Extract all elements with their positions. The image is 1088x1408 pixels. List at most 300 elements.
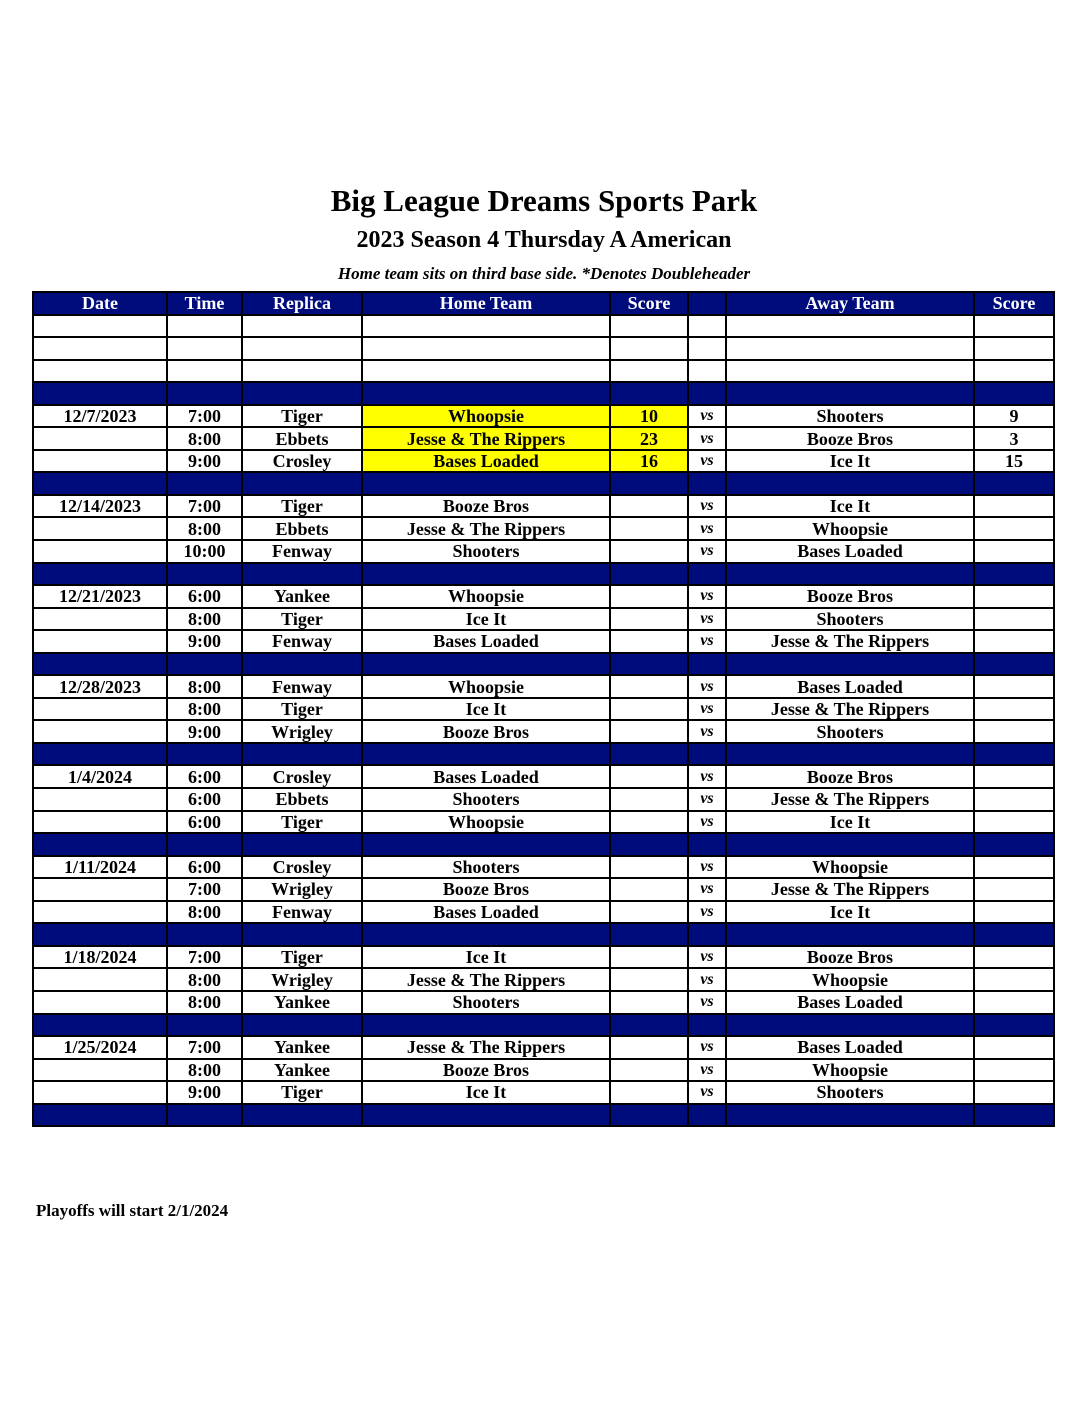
separator-cell — [974, 923, 1054, 946]
separator-cell — [610, 472, 688, 495]
time-cell: 9:00 — [167, 450, 242, 473]
table-row — [33, 1059, 1054, 1082]
home-score-cell — [610, 517, 688, 540]
separator-cell — [610, 1104, 688, 1127]
empty-row — [33, 360, 1054, 383]
away-score-cell — [974, 901, 1054, 924]
time-cell: 10:00 — [167, 540, 242, 563]
away-team-cell: Whoopsie — [726, 517, 974, 540]
replica-cell: Tiger — [242, 495, 362, 518]
separator-cell — [726, 833, 974, 856]
empty-cell — [362, 360, 610, 383]
empty-cell — [242, 315, 362, 338]
separator-cell — [167, 1104, 242, 1127]
empty-cell — [610, 337, 688, 360]
table-row — [33, 405, 1054, 428]
empty-cell — [688, 360, 726, 383]
home-team-cell: Shooters — [362, 991, 610, 1014]
away-score-cell: 9 — [974, 405, 1054, 428]
table-row — [33, 698, 1054, 721]
away-team-cell: Jesse & The Rippers — [726, 788, 974, 811]
date-cell — [33, 901, 167, 924]
table-row — [33, 427, 1054, 450]
empty-row — [33, 315, 1054, 338]
time-cell: 7:00 — [167, 946, 242, 969]
separator-cell — [974, 563, 1054, 586]
date-cell — [33, 540, 167, 563]
home-score-cell — [610, 495, 688, 518]
date-cell: 1/25/2024 — [33, 1036, 167, 1059]
separator-cell — [362, 382, 610, 405]
away-score-cell — [974, 1059, 1054, 1082]
date-cell — [33, 698, 167, 721]
separator-row — [33, 1104, 1054, 1127]
home-score-cell — [610, 720, 688, 743]
separator-cell — [242, 382, 362, 405]
separator-cell — [688, 923, 726, 946]
table-row — [33, 720, 1054, 743]
separator-cell — [688, 563, 726, 586]
replica-cell: Yankee — [242, 1036, 362, 1059]
separator-cell — [167, 1014, 242, 1037]
replica-cell: Ebbets — [242, 517, 362, 540]
replica-cell: Tiger — [242, 1081, 362, 1104]
replica-cell: Yankee — [242, 991, 362, 1014]
away-score-cell: 3 — [974, 427, 1054, 450]
home-score-cell — [610, 585, 688, 608]
time-cell: 8:00 — [167, 427, 242, 450]
date-cell — [33, 1081, 167, 1104]
table-row — [33, 856, 1054, 879]
column-header-date: Date — [33, 292, 167, 315]
separator-cell — [242, 1104, 362, 1127]
replica-cell: Crosley — [242, 450, 362, 473]
table-row — [33, 878, 1054, 901]
column-header-home-score: Score — [610, 292, 688, 315]
home-score-cell: 10 — [610, 405, 688, 428]
vs-cell: vs — [688, 630, 726, 653]
empty-cell — [33, 337, 167, 360]
separator-cell — [974, 1014, 1054, 1037]
away-team-cell: Booze Bros — [726, 946, 974, 969]
table-row — [33, 968, 1054, 991]
away-team-cell: Ice It — [726, 495, 974, 518]
time-cell: 9:00 — [167, 720, 242, 743]
home-score-cell — [610, 811, 688, 834]
home-team-cell: Whoopsie — [362, 811, 610, 834]
time-cell: 7:00 — [167, 1036, 242, 1059]
date-cell — [33, 720, 167, 743]
time-cell: 6:00 — [167, 585, 242, 608]
separator-cell — [688, 833, 726, 856]
home-team-cell: Bases Loaded — [362, 765, 610, 788]
separator-cell — [362, 563, 610, 586]
vs-cell: vs — [688, 585, 726, 608]
away-team-cell: Whoopsie — [726, 968, 974, 991]
away-score-cell — [974, 856, 1054, 879]
separator-cell — [974, 472, 1054, 495]
empty-cell — [167, 360, 242, 383]
replica-cell: Fenway — [242, 675, 362, 698]
date-cell — [33, 1059, 167, 1082]
time-cell: 6:00 — [167, 788, 242, 811]
away-score-cell — [974, 698, 1054, 721]
separator-cell — [610, 833, 688, 856]
separator-cell — [242, 1014, 362, 1037]
separator-cell — [726, 923, 974, 946]
table-row — [33, 946, 1054, 969]
table-row — [33, 585, 1054, 608]
table-row — [33, 901, 1054, 924]
separator-cell — [610, 923, 688, 946]
replica-cell: Crosley — [242, 856, 362, 879]
separator-cell — [167, 563, 242, 586]
separator-cell — [33, 653, 167, 676]
separator-cell — [362, 653, 610, 676]
time-cell: 8:00 — [167, 608, 242, 631]
away-score-cell — [974, 968, 1054, 991]
separator-cell — [726, 653, 974, 676]
home-team-cell: Shooters — [362, 540, 610, 563]
home-team-cell: Ice It — [362, 608, 610, 631]
away-team-cell: Bases Loaded — [726, 1036, 974, 1059]
separator-row — [33, 472, 1054, 495]
column-header-home-team: Home Team — [362, 292, 610, 315]
separator-cell — [33, 1014, 167, 1037]
table-row — [33, 765, 1054, 788]
replica-cell: Yankee — [242, 585, 362, 608]
date-cell — [33, 968, 167, 991]
away-score-cell — [974, 585, 1054, 608]
empty-cell — [167, 315, 242, 338]
away-score-cell — [974, 608, 1054, 631]
separator-cell — [726, 1104, 974, 1127]
table-header-row — [33, 292, 1054, 315]
separator-cell — [974, 833, 1054, 856]
away-score-cell — [974, 675, 1054, 698]
vs-cell: vs — [688, 1036, 726, 1059]
home-score-cell — [610, 765, 688, 788]
vs-cell: vs — [688, 720, 726, 743]
home-team-cell: Booze Bros — [362, 1059, 610, 1082]
home-team-cell: Whoopsie — [362, 585, 610, 608]
separator-cell — [688, 382, 726, 405]
away-score-cell — [974, 946, 1054, 969]
home-team-cell: Booze Bros — [362, 720, 610, 743]
away-team-cell: Shooters — [726, 405, 974, 428]
home-score-cell — [610, 1059, 688, 1082]
time-cell: 8:00 — [167, 991, 242, 1014]
separator-cell — [33, 382, 167, 405]
away-team-cell: Jesse & The Rippers — [726, 878, 974, 901]
vs-cell: vs — [688, 991, 726, 1014]
vs-cell: vs — [688, 698, 726, 721]
time-cell: 6:00 — [167, 856, 242, 879]
date-cell: 1/11/2024 — [33, 856, 167, 879]
separator-cell — [167, 653, 242, 676]
empty-cell — [726, 337, 974, 360]
empty-cell — [362, 337, 610, 360]
date-cell: 1/18/2024 — [33, 946, 167, 969]
separator-row — [33, 833, 1054, 856]
table-row — [33, 450, 1054, 473]
date-cell: 12/14/2023 — [33, 495, 167, 518]
home-score-cell — [610, 856, 688, 879]
home-team-cell: Ice It — [362, 1081, 610, 1104]
away-team-cell: Whoopsie — [726, 1059, 974, 1082]
home-score-cell — [610, 1081, 688, 1104]
away-score-cell — [974, 495, 1054, 518]
time-cell: 8:00 — [167, 1059, 242, 1082]
vs-cell: vs — [688, 608, 726, 631]
separator-cell — [167, 743, 242, 766]
time-cell: 6:00 — [167, 811, 242, 834]
separator-cell — [167, 472, 242, 495]
separator-cell — [242, 563, 362, 586]
separator-cell — [974, 382, 1054, 405]
replica-cell: Fenway — [242, 540, 362, 563]
empty-cell — [688, 315, 726, 338]
separator-cell — [33, 1104, 167, 1127]
home-score-cell — [610, 1036, 688, 1059]
away-team-cell: Whoopsie — [726, 856, 974, 879]
separator-cell — [242, 743, 362, 766]
time-cell: 8:00 — [167, 517, 242, 540]
date-cell — [33, 427, 167, 450]
time-cell: 6:00 — [167, 765, 242, 788]
separator-cell — [362, 833, 610, 856]
home-score-cell — [610, 901, 688, 924]
away-team-cell: Shooters — [726, 608, 974, 631]
date-cell — [33, 991, 167, 1014]
away-score-cell — [974, 991, 1054, 1014]
separator-cell — [610, 1014, 688, 1037]
column-header-vs — [688, 292, 726, 315]
separator-cell — [726, 1014, 974, 1037]
table-row — [33, 1081, 1054, 1104]
separator-cell — [362, 923, 610, 946]
vs-cell: vs — [688, 405, 726, 428]
separator-cell — [610, 743, 688, 766]
vs-cell: vs — [688, 450, 726, 473]
separator-cell — [167, 382, 242, 405]
home-team-cell: Shooters — [362, 856, 610, 879]
time-cell: 9:00 — [167, 630, 242, 653]
date-cell: 12/28/2023 — [33, 675, 167, 698]
separator-cell — [362, 1104, 610, 1127]
home-team-cell: Booze Bros — [362, 495, 610, 518]
table-row — [33, 540, 1054, 563]
home-score-cell — [610, 698, 688, 721]
empty-cell — [167, 337, 242, 360]
empty-cell — [974, 360, 1054, 383]
schedule-table — [32, 291, 1055, 1127]
away-team-cell: Shooters — [726, 720, 974, 743]
vs-cell: vs — [688, 1081, 726, 1104]
away-team-cell: Ice It — [726, 450, 974, 473]
replica-cell: Yankee — [242, 1059, 362, 1082]
home-team-cell: Whoopsie — [362, 405, 610, 428]
separator-cell — [688, 1104, 726, 1127]
vs-cell: vs — [688, 946, 726, 969]
separator-cell — [610, 653, 688, 676]
away-team-cell: Bases Loaded — [726, 675, 974, 698]
date-cell: 1/4/2024 — [33, 765, 167, 788]
separator-cell — [974, 1104, 1054, 1127]
empty-cell — [610, 360, 688, 383]
away-team-cell: Jesse & The Rippers — [726, 698, 974, 721]
away-team-cell: Booze Bros — [726, 427, 974, 450]
playoffs-note: Playoffs will start 2/1/2024 — [36, 1201, 229, 1220]
home-team-cell: Jesse & The Rippers — [362, 968, 610, 991]
home-score-cell: 23 — [610, 427, 688, 450]
empty-cell — [688, 337, 726, 360]
column-header-away-team: Away Team — [726, 292, 974, 315]
separator-cell — [33, 833, 167, 856]
home-team-cell: Jesse & The Rippers — [362, 517, 610, 540]
separator-cell — [242, 833, 362, 856]
replica-cell: Ebbets — [242, 427, 362, 450]
away-score-cell — [974, 720, 1054, 743]
time-cell: 7:00 — [167, 878, 242, 901]
separator-row — [33, 923, 1054, 946]
empty-row — [33, 337, 1054, 360]
schedule-note: Home team sits on third base side. *Denotes Doubleheader — [337, 264, 751, 283]
home-score-cell — [610, 968, 688, 991]
separator-cell — [242, 923, 362, 946]
vs-cell: vs — [688, 765, 726, 788]
replica-cell: Tiger — [242, 405, 362, 428]
separator-row — [33, 743, 1054, 766]
vs-cell: vs — [688, 1059, 726, 1082]
replica-cell: Crosley — [242, 765, 362, 788]
away-team-cell: Ice It — [726, 811, 974, 834]
separator-cell — [610, 382, 688, 405]
separator-cell — [726, 382, 974, 405]
away-score-cell — [974, 788, 1054, 811]
empty-cell — [726, 315, 974, 338]
home-team-cell: Shooters — [362, 788, 610, 811]
page-subtitle: 2023 Season 4 Thursday A American — [356, 227, 732, 253]
vs-cell: vs — [688, 517, 726, 540]
empty-cell — [362, 315, 610, 338]
vs-cell: vs — [688, 901, 726, 924]
empty-cell — [242, 337, 362, 360]
date-cell: 12/21/2023 — [33, 585, 167, 608]
home-score-cell — [610, 630, 688, 653]
away-team-cell: Bases Loaded — [726, 540, 974, 563]
time-cell: 8:00 — [167, 675, 242, 698]
replica-cell: Ebbets — [242, 788, 362, 811]
vs-cell: vs — [688, 878, 726, 901]
vs-cell: vs — [688, 495, 726, 518]
empty-cell — [33, 360, 167, 383]
home-score-cell — [610, 540, 688, 563]
separator-row — [33, 382, 1054, 405]
separator-cell — [362, 743, 610, 766]
separator-row — [33, 563, 1054, 586]
vs-cell: vs — [688, 856, 726, 879]
time-cell: 9:00 — [167, 1081, 242, 1104]
vs-cell: vs — [688, 675, 726, 698]
date-cell — [33, 517, 167, 540]
away-team-cell: Bases Loaded — [726, 991, 974, 1014]
home-score-cell — [610, 788, 688, 811]
home-team-cell: Bases Loaded — [362, 630, 610, 653]
away-score-cell — [974, 1081, 1054, 1104]
empty-cell — [726, 360, 974, 383]
table-row — [33, 630, 1054, 653]
separator-cell — [167, 923, 242, 946]
home-team-cell: Bases Loaded — [362, 450, 610, 473]
empty-cell — [33, 315, 167, 338]
separator-row — [33, 1014, 1054, 1037]
away-score-cell — [974, 630, 1054, 653]
home-score-cell — [610, 946, 688, 969]
table-row — [33, 495, 1054, 518]
separator-cell — [242, 653, 362, 676]
replica-cell: Tiger — [242, 698, 362, 721]
away-team-cell: Shooters — [726, 1081, 974, 1104]
column-header-away-score: Score — [974, 292, 1054, 315]
separator-cell — [688, 1014, 726, 1037]
empty-cell — [974, 337, 1054, 360]
time-cell: 8:00 — [167, 698, 242, 721]
table-row — [33, 517, 1054, 540]
away-score-cell — [974, 517, 1054, 540]
separator-cell — [362, 1014, 610, 1037]
separator-cell — [974, 743, 1054, 766]
table-row — [33, 811, 1054, 834]
away-score-cell — [974, 1036, 1054, 1059]
date-cell — [33, 608, 167, 631]
separator-cell — [688, 472, 726, 495]
away-team-cell: Jesse & The Rippers — [726, 630, 974, 653]
table-row — [33, 788, 1054, 811]
replica-cell: Tiger — [242, 946, 362, 969]
vs-cell: vs — [688, 811, 726, 834]
away-score-cell: 15 — [974, 450, 1054, 473]
table-row — [33, 675, 1054, 698]
vs-cell: vs — [688, 540, 726, 563]
separator-cell — [974, 653, 1054, 676]
home-team-cell: Ice It — [362, 698, 610, 721]
table-row — [33, 608, 1054, 631]
separator-cell — [726, 743, 974, 766]
home-score-cell: 16 — [610, 450, 688, 473]
separator-cell — [33, 743, 167, 766]
replica-cell: Wrigley — [242, 720, 362, 743]
home-team-cell: Bases Loaded — [362, 901, 610, 924]
vs-cell: vs — [688, 788, 726, 811]
replica-cell: Wrigley — [242, 968, 362, 991]
schedule-body — [33, 315, 1054, 1127]
table-row — [33, 991, 1054, 1014]
time-cell: 8:00 — [167, 968, 242, 991]
date-cell: 12/7/2023 — [33, 405, 167, 428]
separator-row — [33, 653, 1054, 676]
home-team-cell: Booze Bros — [362, 878, 610, 901]
separator-cell — [33, 923, 167, 946]
vs-cell: vs — [688, 968, 726, 991]
separator-cell — [33, 472, 167, 495]
away-score-cell — [974, 765, 1054, 788]
time-cell: 7:00 — [167, 405, 242, 428]
empty-cell — [974, 315, 1054, 338]
table-row — [33, 1036, 1054, 1059]
home-team-cell: Jesse & The Rippers — [362, 1036, 610, 1059]
date-cell — [33, 450, 167, 473]
